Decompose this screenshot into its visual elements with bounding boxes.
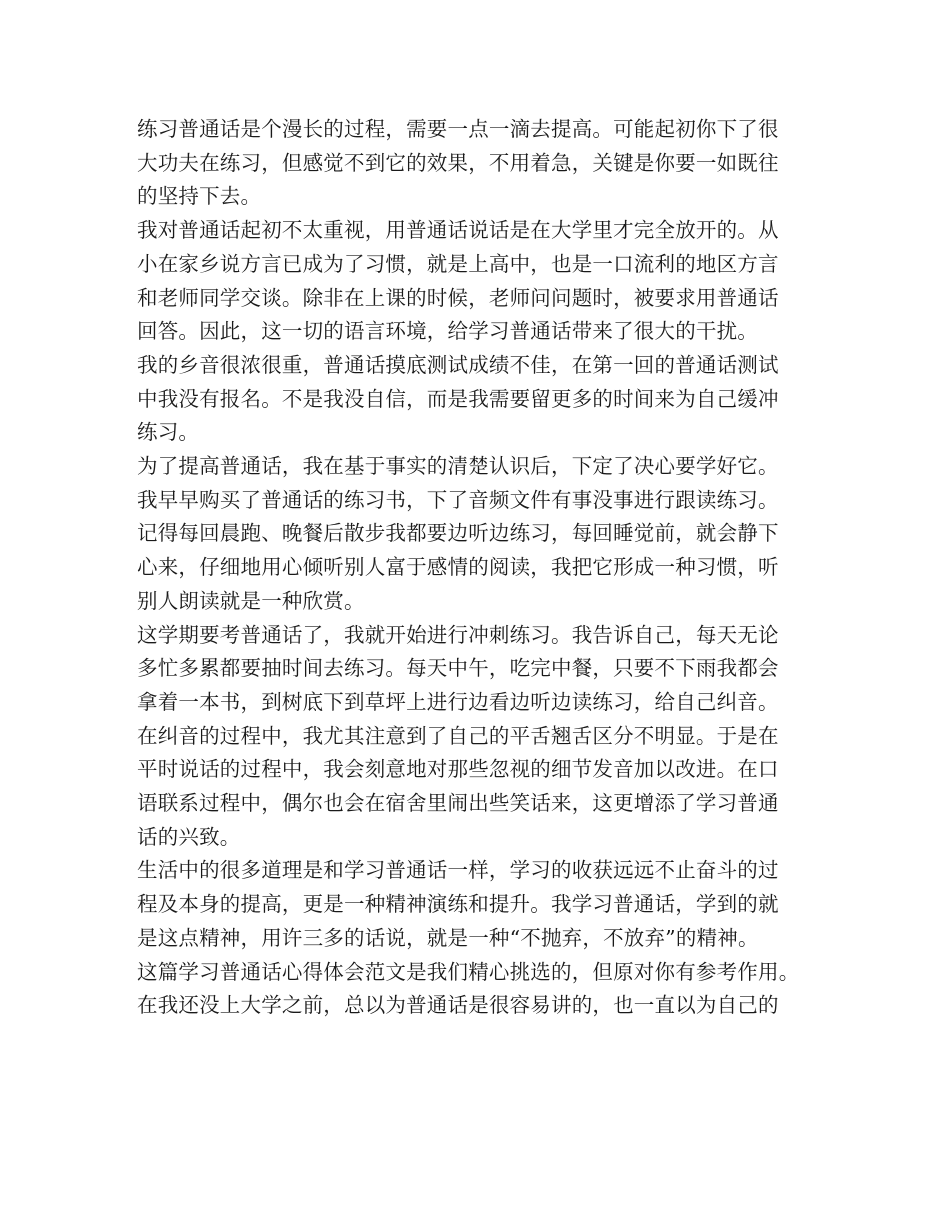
text-line: 我早早购买了普通话的练习书，下了音频文件有事没事进行跟读练习。 (137, 487, 779, 512)
text-line: 和老师同学交谈。除非在上课的时候，老师问问题时，被要求用普通话 (137, 285, 779, 310)
text-line: 是这点精神，用许三多的话说，就是一种“不抛弃，不放弃”的精神。 (137, 925, 759, 950)
document-body (137, 113, 827, 1023)
text-line: 这学期要考普通话了，我就开始进行冲刺练习。我告诉自己，每天无论 (137, 622, 779, 647)
text-line: 这篇学习普通话心得体会范文是我们精心挑选的，但原对你有参考作用。 (137, 959, 800, 984)
text-line: 为了提高普通话，我在基于事实的清楚认识后，下定了决心要学好它。 (137, 454, 779, 479)
text-line: 别人朗读就是一种欣赏。 (137, 588, 365, 613)
text-line: 回答。因此，这一切的语言环境，给学习普通话带来了很大的干扰。 (137, 319, 758, 344)
text-line: 记得每回晨跑、晚餐后散步我都要边听边练习，每回睡觉前，就会静下 (137, 521, 779, 546)
text-line: 练习。 (137, 420, 200, 445)
text-line: 程及本身的提高，更是一种精神演练和提升。我学习普通话，学到的就 (137, 892, 779, 917)
text-line: 生活中的很多道理是和学习普通话一样，学习的收获远远不止奋斗的过 (137, 858, 779, 883)
text-line: 多忙多累都要抽时间去练习。每天中午，吃完中餐，只要不下雨我都会 (137, 656, 779, 681)
text-line: 语联系过程中，偶尔也会在宿舍里闹出些笑话来，这更增添了学习普通 (137, 791, 779, 816)
text-line: 拿着一本书，到树底下到草坪上进行边看边听边读练习，给自己纠音。 (137, 689, 779, 714)
text-line: 我对普通话起初不太重视，用普通话说话是在大学里才完全放开的。从 (137, 218, 779, 243)
text-line: 话的兴致。 (137, 824, 241, 849)
text-line: 中我没有报名。不是我没自信，而是我需要留更多的时间来为自己缓冲 (137, 386, 779, 411)
text-line: 在纠音的过程中，我尤其注意到了自己的平舌翘舌区分不明显。于是在 (137, 723, 779, 748)
text-line: 小在家乡说方言已成为了习惯，就是上高中，也是一口流利的地区方言 (137, 251, 779, 276)
text-line: 的坚持下去。 (137, 184, 262, 209)
text-line: 练习普通话是个漫长的过程，需要一点一滴去提高。可能起初你下了很 (137, 117, 779, 141)
text-line: 心来，仔细地用心倾听别人富于感情的阅读，我把它形成一种习惯，听 (137, 555, 779, 580)
text-line: 我的乡音很浓很重，普通话摸底测试成绩不佳，在第一回的普通话测试 (137, 352, 779, 377)
text-line: 平时说话的过程中，我会刻意地对那些忽视的细节发音加以改进。在口 (137, 757, 779, 782)
text-line: 大功夫在练习，但感觉不到它的效果，不用着急，关键是你要一如既往 (137, 150, 779, 175)
text-line: 在我还没上大学之前，总以为普通话是很容易讲的，也一直以为自己的 (137, 993, 779, 1018)
